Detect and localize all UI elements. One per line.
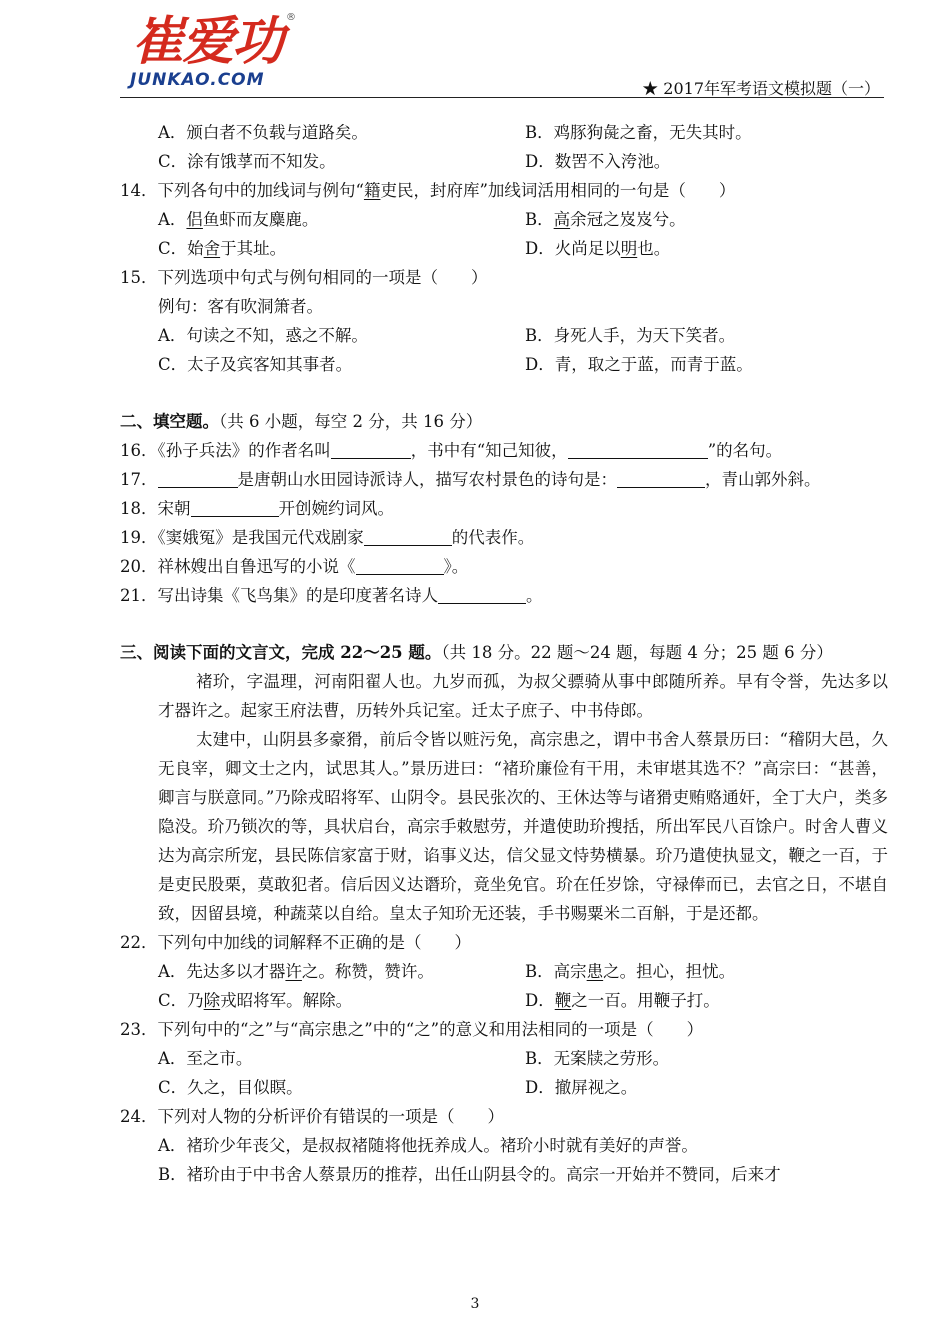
section-2-heading: 二、填空题。（共 6 小题，每空 2 分，共 16 分） <box>120 412 483 431</box>
q21-blank[interactable] <box>438 585 526 604</box>
q23-option-a: A．至之市。 <box>158 1049 253 1068</box>
q13-options-row-1 <box>120 118 888 147</box>
q14-option-b: B．高余冠之岌岌兮。 <box>525 210 686 229</box>
q15-options-row-1 <box>120 321 888 350</box>
section-3-heading: 三、阅读下面的文言文，完成 22～25 题。（共 18 分。22 题～24 题，每题 4 分；25 题 6 分） <box>120 643 833 662</box>
q15-option-b: B．身死人手，为天下笑者。 <box>525 326 736 345</box>
q19-blank[interactable] <box>364 527 452 546</box>
q23-option-b: B．无案牍之劳形。 <box>525 1049 670 1068</box>
q17: 17． 是唐朝山水田园诗派诗人，描写农村景色的诗句是： ，青山郭外斜。 <box>120 470 821 489</box>
q13-option-b: B．鸡豚狗彘之畜，无失其时。 <box>525 123 752 142</box>
q16: 16．《孙子兵法》的作者名叫 ，书中有“知己知彼， ”的名句。 <box>120 441 783 460</box>
exam-title: ★ 2017年军考语文模拟题（一） <box>642 79 880 98</box>
q13-option-a: A．颁白者不负载与道路矣。 <box>158 123 368 142</box>
q15-example: 例句：客有吹洞箫者。 <box>158 297 323 316</box>
q23-option-d: D．撤屏视之。 <box>525 1078 638 1097</box>
page-number: 3 <box>470 1296 480 1312</box>
header-divider <box>120 97 884 98</box>
q14-option-c: C．始舍于其址。 <box>158 239 287 258</box>
q23-stem: 23．下列句中的“之”与“高宗患之”中的“之”的意义和用法相同的一项是（ ） <box>120 1020 704 1039</box>
q16-blank-1[interactable] <box>331 440 411 459</box>
q14-underlined-word: 籍 <box>363 181 381 200</box>
q22-options-row-1 <box>120 957 888 986</box>
q14-option-d: D．火尚足以明也。 <box>525 239 671 258</box>
q15-option-d: D．青，取之于蓝，而青于蓝。 <box>525 355 753 374</box>
q24-option-b: B．褚玠由于中书舍人蔡景历的推荐，出任山阴县令的。高宗一开始并不赞同，后来才 <box>158 1165 781 1184</box>
q14-options-row-2 <box>120 234 888 263</box>
q22-option-c: C．乃除戎昭将军。解除。 <box>158 991 353 1010</box>
q14-option-a: A．侣鱼虾而友麋鹿。 <box>158 210 319 229</box>
q18: 18．宋朝 开创婉约词风。 <box>120 499 394 518</box>
q18-blank[interactable] <box>191 498 279 517</box>
logo-registered-mark: ® <box>286 12 296 23</box>
q17-blank-2[interactable] <box>617 469 705 488</box>
q15-stem: 15．下列选项中句式与例句相同的一项是（ ） <box>120 268 488 287</box>
q13-options-row-2 <box>120 147 888 176</box>
q15-options-row-2 <box>120 350 888 379</box>
q22-options-row-2 <box>120 986 888 1015</box>
q22-stem: 22．下列句中加线的词解释不正确的是（ ） <box>120 933 471 952</box>
q23-options-row-1 <box>120 1044 888 1073</box>
q22-option-a: A．先达多以才器许之。称赞，赞许。 <box>158 962 434 981</box>
passage-paragraph-1: 褚玠，字温理，河南阳翟人也。九岁而孤，为叔父骠骑从事中郎随所养。早有令誉，先达多以才器许之。起家王府法曹，历转外兵记室。迁太子庶子、中书侍郎。 <box>158 672 888 720</box>
q22-option-b: B．高宗患之。担心，担忧。 <box>525 962 736 981</box>
q24-option-a: A．褚玠少年丧父，是叔叔褚随将他抚养成人。褚玠小时就有美好的声誉。 <box>158 1136 698 1155</box>
logo-english-text: JUNKAO.COM <box>130 70 265 90</box>
q21: 21．写出诗集《飞鸟集》的是印度著名诗人 。 <box>120 586 543 605</box>
page-content <box>120 118 888 1189</box>
logo-chinese-text: 崔爱功 <box>132 12 283 72</box>
q19: 19．《窦娥冤》是我国元代戏剧家 的代表作。 <box>120 528 535 547</box>
q24-stem: 24．下列对人物的分析评价有错误的一项是（ ） <box>120 1107 504 1126</box>
passage-paragraph-2: 太建中，山阴县多豪猾，前后令皆以赃污免，高宗患之，谓中书舍人蔡景历曰：“稽阴大邑，久无良宰，卿文士之内，试思其人。”景历进曰：“褚玠廉俭有干用，未审堪其选不？”高宗曰：“甚善，卿言与朕意同。”乃除戎昭将军、山阴令。县民张次的、王休达等与诸猾吏贿赂通奸，全丁大户，类多隐没。玠乃锁次的等，具状启台，高宗手敕慰劳，并遣使助玠搜括，所出军民八百馀户。时舍人曹义达为高宗所宠，县民陈信家富于财，谄事义达，信父显文恃势横暴。玠乃遣使执显文，鞭之一百，于是吏民股栗，莫敢犯者。信后因义达谮玠，竟坐免官。玠在任岁馀，守禄俸而已，去官之日，不堪自致，因留县境，种蔬菜以自给。皇太子知玠无还装，手书赐粟米二百斛，于是还都。 <box>158 730 888 923</box>
q15-option-c: C．太子及宾客知其事者。 <box>158 355 353 374</box>
q16-blank-2[interactable] <box>568 440 708 459</box>
q20: 20．祥林嫂出自鲁迅写的小说《 》。 <box>120 557 469 576</box>
q14-options-row-1 <box>120 205 888 234</box>
q14-stem: 14．下列各句中的加线词与例句“籍吏民，封府库”加线词活用相同的一句是（ ） <box>120 181 736 200</box>
q13-option-c: C．涂有饿莩而不知发。 <box>158 152 336 171</box>
q13-option-d: D．数罟不入洿池。 <box>525 152 671 171</box>
q17-blank-1[interactable] <box>158 469 238 488</box>
q23-option-c: C．久之，目似瞑。 <box>158 1078 303 1097</box>
q22-option-d: D．鞭之一百。用鞭子打。 <box>525 991 720 1010</box>
junkao-logo <box>126 10 316 96</box>
q23-options-row-2 <box>120 1073 888 1102</box>
q15-option-a: A．句读之不知，惑之不解。 <box>158 326 368 345</box>
q20-blank[interactable] <box>356 556 444 575</box>
